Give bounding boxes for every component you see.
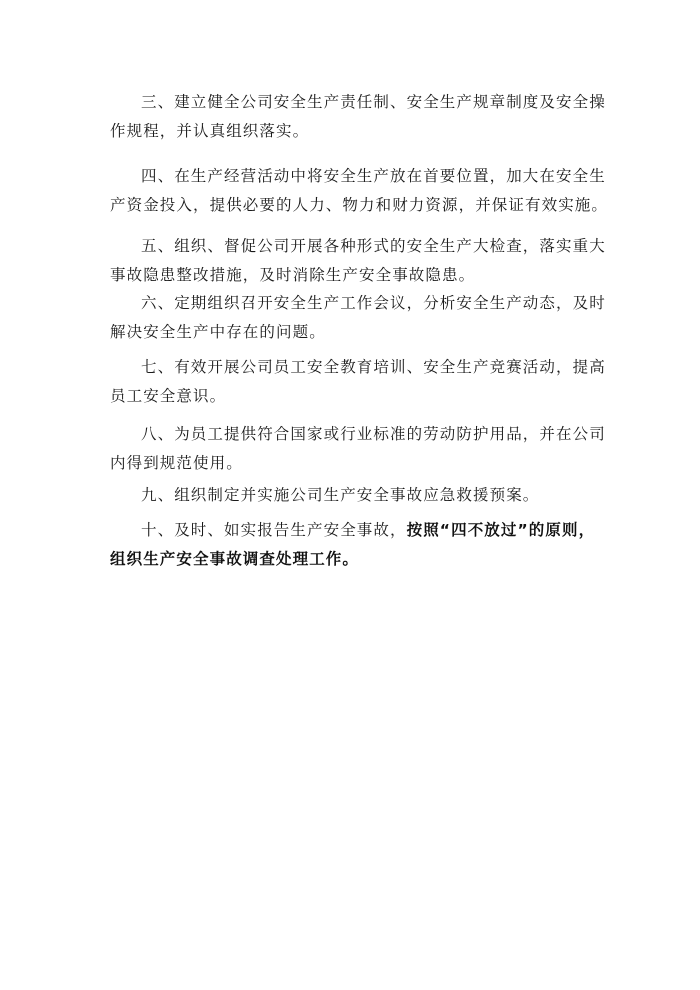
paragraph-line	[110, 516, 600, 545]
paragraph-line: 五、组织、督促公司开展各种形式的安全生产大检查，落实重大	[141, 237, 606, 255]
paragraph-line: 七、有效开展公司员工安全教育培训、安全生产竞赛活动，提高	[141, 358, 606, 376]
paragraph-line: 六、定期组织召开安全生产工作会议，分析安全生产动态，及时	[141, 294, 606, 312]
paragraph-7	[110, 353, 606, 411]
paragraph-line: 解决安全生产中存在的问题。	[110, 323, 326, 341]
paragraph-8	[110, 420, 606, 478]
paragraph-6	[110, 289, 606, 347]
paragraph-line: 四、在生产经营活动中将安全生产放在首要位置，加大在安全生	[141, 167, 606, 185]
paragraph-line: 九、组织制定并实施公司生产安全事故应急救援预案。	[141, 486, 540, 504]
paragraph-3	[110, 88, 606, 146]
paragraph-line: 内得到规范使用。	[110, 454, 243, 472]
paragraph-9	[110, 481, 600, 510]
paragraph-line-bold: 组织生产安全事故调查处理工作。	[110, 550, 360, 568]
paragraph-text-bold: 按照“四不放过”的原则，	[406, 521, 596, 539]
paragraph-5	[110, 232, 606, 290]
paragraph-10	[110, 516, 600, 574]
paragraph-line: 作规程，并认真组织落实。	[110, 122, 310, 140]
paragraph-text-normal: 十、及时、如实报告生产安全事故，	[141, 521, 407, 539]
paragraph-line: 产资金投入，提供必要的人力、物力和财力资源，并保证有效实施。	[110, 196, 609, 214]
paragraph-4	[110, 162, 609, 220]
paragraph-line: 事故隐患整改措施，及时消除生产安全事故隐患。	[110, 266, 476, 284]
paragraph-line: 员工安全意识。	[110, 387, 227, 405]
paragraph-line: 三、建立健全公司安全生产责任制、安全生产规章制度及安全操	[141, 93, 606, 111]
paragraph-line: 八、为员工提供符合国家或行业标准的劳动防护用品，并在公司	[141, 425, 606, 443]
